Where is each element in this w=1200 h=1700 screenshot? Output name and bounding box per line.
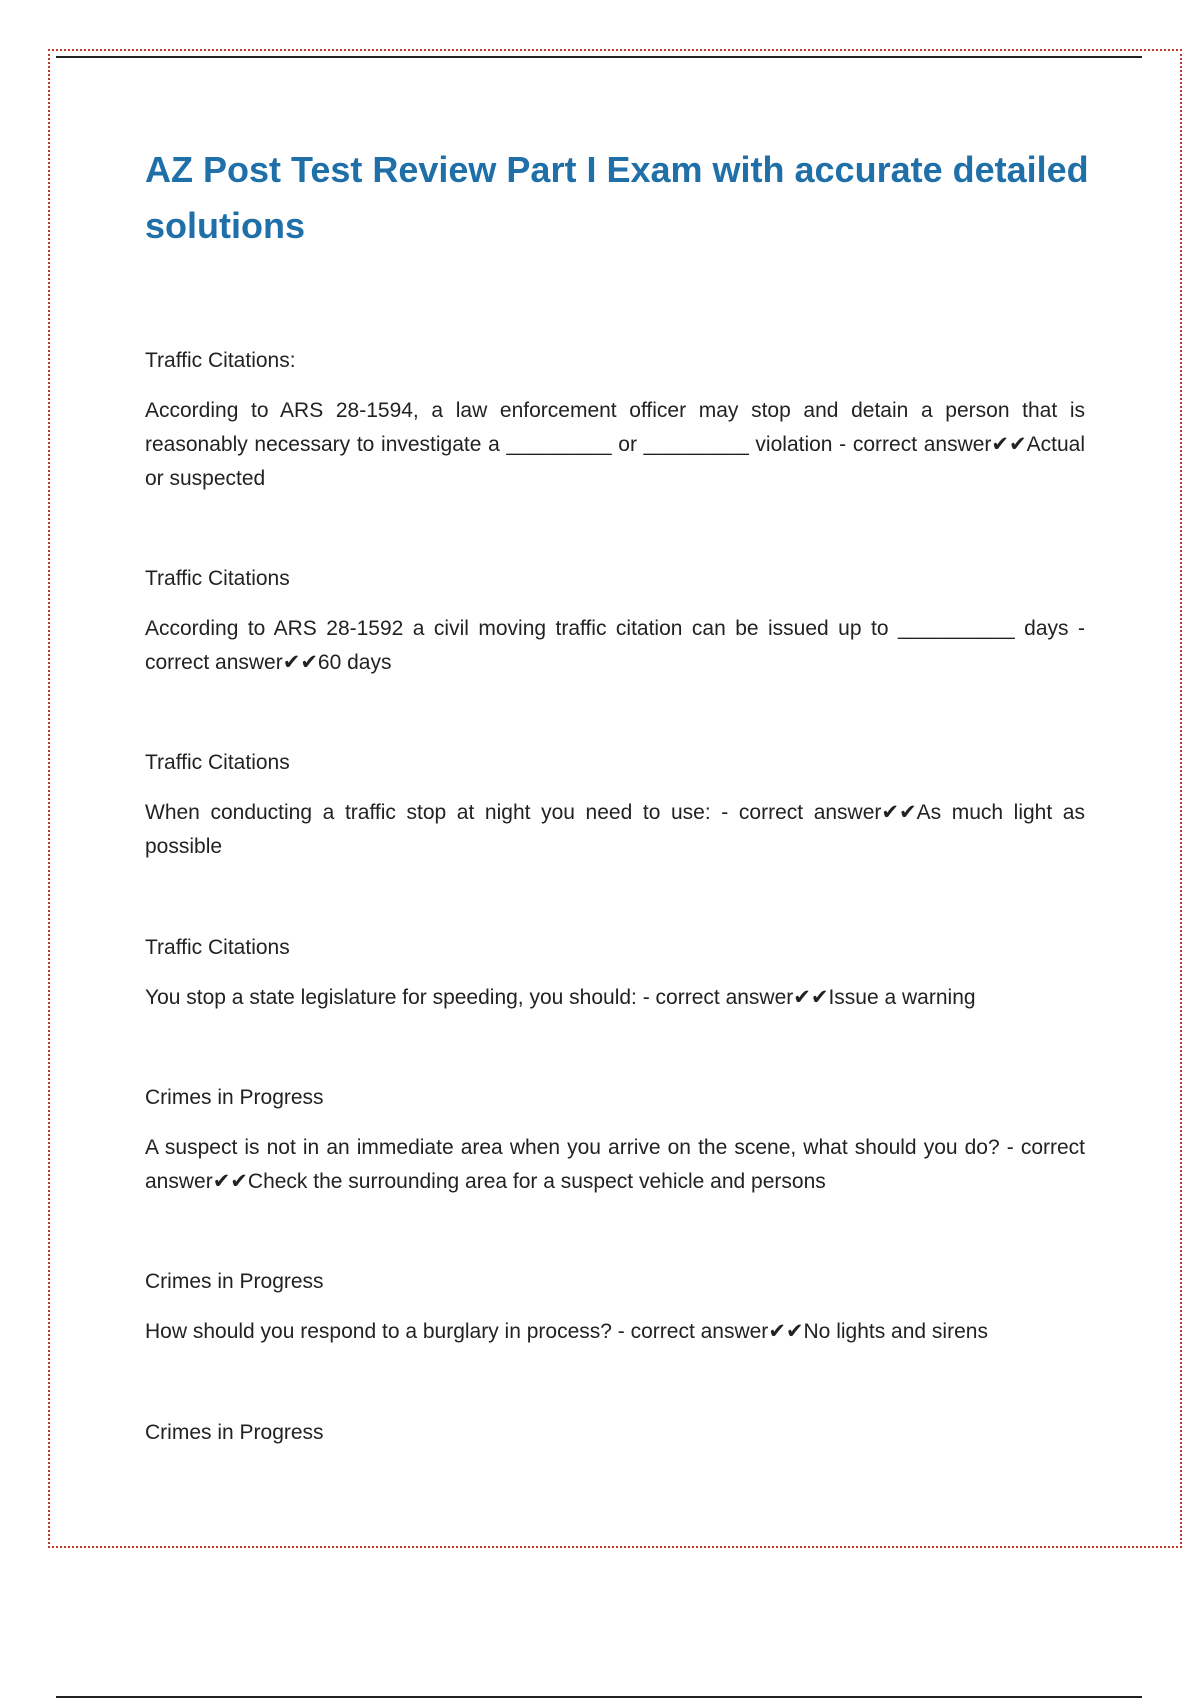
check-mark-icon: ✔✔ xyxy=(793,986,829,1009)
question-text: How should you respond to a burglary in process? - correct answer xyxy=(145,1320,769,1343)
footer-rule xyxy=(56,1696,1142,1698)
check-mark-icon: ✔✔ xyxy=(768,1320,804,1343)
check-mark-icon: ✔✔ xyxy=(881,801,917,824)
check-mark-icon: ✔✔ xyxy=(282,651,318,674)
qa-question xyxy=(145,1315,1085,1349)
answer-text: Issue a warning xyxy=(828,986,976,1009)
answer-text: 60 days xyxy=(317,651,392,674)
qa-question xyxy=(145,612,1085,680)
qa-question xyxy=(145,796,1085,864)
question-text: According to ARS 28-1592 a civil moving traffic citation can be issued up to __________ days - correct answer xyxy=(145,617,1085,674)
qa-topic: Crimes in Progress xyxy=(145,1421,324,1444)
qa-topic: Traffic Citations xyxy=(145,936,290,959)
question-text: You stop a state legislature for speeding, you should: - correct answer xyxy=(145,986,794,1009)
qa-topic: Traffic Citations xyxy=(145,567,290,590)
qa-item xyxy=(145,1265,1085,1349)
qa-topic: Traffic Citations xyxy=(145,751,290,774)
qa-item xyxy=(145,344,1085,496)
answer-text: No lights and sirens xyxy=(803,1320,988,1343)
qa-question xyxy=(145,394,1085,496)
qa-topic: Traffic Citations: xyxy=(145,349,296,372)
qa-question xyxy=(145,981,1085,1015)
qa-item xyxy=(145,1416,1085,1450)
answer-text: Actual or suspected xyxy=(145,433,1085,490)
question-text: When conducting a traffic stop at night you need to use: - correct answer xyxy=(145,801,882,824)
check-mark-icon: ✔✔ xyxy=(991,433,1027,456)
qa-item xyxy=(145,1081,1085,1199)
document-title: AZ Post Test Review Part I Exam with accurate detailed solutions xyxy=(145,149,1089,246)
qa-item xyxy=(145,931,1085,1015)
check-mark-icon: ✔✔ xyxy=(212,1170,248,1193)
qa-topic: Crimes in Progress xyxy=(145,1270,324,1293)
qa-question xyxy=(145,1131,1085,1199)
question-text: According to ARS 28-1594, a law enforcement officer may stop and detain a person that is reasonably necessary to investigate a _________ or _________ violation - correct answer xyxy=(145,399,1085,456)
qa-item xyxy=(145,562,1085,680)
qa-item xyxy=(145,746,1085,864)
answer-text: As much light as possible xyxy=(145,801,1085,858)
header-rule xyxy=(56,56,1142,58)
answer-text: Check the surrounding area for a suspect vehicle and persons xyxy=(247,1170,826,1193)
question-text: A suspect is not in an immediate area when you arrive on the scene, what should you do? - correct answer xyxy=(145,1136,1085,1193)
qa-topic: Crimes in Progress xyxy=(145,1086,324,1109)
